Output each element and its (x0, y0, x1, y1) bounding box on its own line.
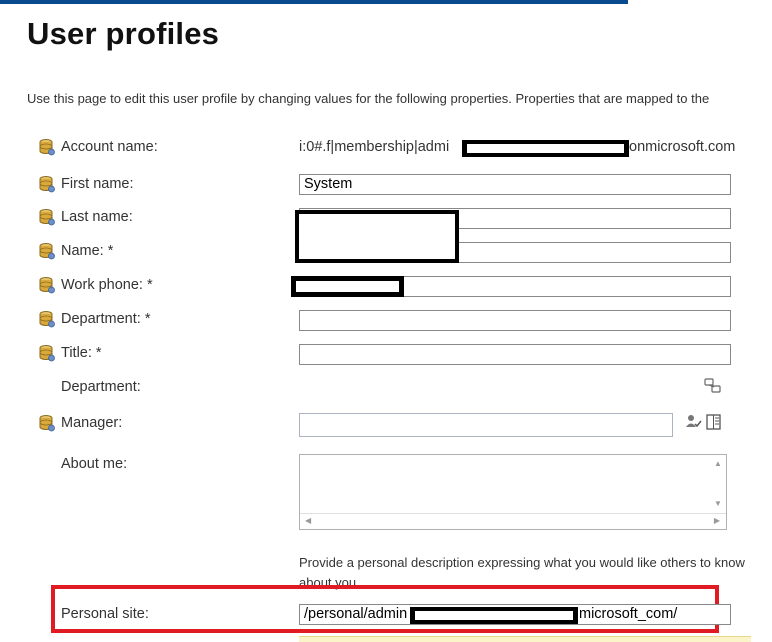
database-icon (38, 138, 56, 156)
department-required-label: Department: * (61, 311, 151, 327)
department-required-input[interactable] (299, 310, 731, 331)
about-me-hint: Provide a personal description expressing what you would like others to know about you. (299, 555, 745, 590)
page-title: User profiles (27, 16, 220, 51)
scroll-right-icon[interactable]: ▶ (713, 516, 720, 525)
status-strip (299, 636, 751, 642)
about-me-label: About me: (61, 456, 128, 472)
title-label: Title: * (61, 345, 102, 361)
redaction-inner (467, 144, 624, 153)
database-icon (38, 414, 56, 432)
horizontal-scrollbar[interactable] (300, 513, 726, 529)
check-names-icon[interactable] (684, 413, 702, 431)
last-name-label: Last name: (61, 209, 133, 225)
about-me-textarea[interactable] (299, 454, 727, 530)
first-name-label: First name: (61, 176, 134, 192)
database-icon (38, 310, 56, 328)
personal-site-value-suffix: microsoft_com/ (579, 606, 678, 622)
database-icon (38, 276, 56, 294)
personal-site-value-prefix: /personal/admin (304, 606, 408, 622)
first-name-input[interactable]: System (299, 174, 731, 195)
manager-label: Manager: (61, 415, 123, 431)
account-name-label: Account name: (61, 139, 158, 155)
account-name-value-prefix: i:0#.f|membership|admi (299, 139, 450, 155)
redaction-inner (415, 611, 573, 620)
vertical-scrollbar[interactable] (709, 455, 726, 515)
account-name-value-suffix: onmicrosoft.com (629, 139, 736, 155)
database-icon (38, 175, 56, 193)
page-intro: Use this page to edit this user profile by changing values for the following properties. Properties that are mapped to the (27, 91, 710, 106)
manager-input[interactable] (299, 413, 673, 437)
redaction-inner (296, 281, 399, 292)
name-label: Name: * (61, 243, 114, 259)
work-phone-label: Work phone: * (61, 277, 153, 293)
database-icon (38, 208, 56, 226)
scroll-left-icon[interactable]: ◀ (305, 516, 312, 525)
personal-site-label: Personal site: (61, 606, 149, 622)
top-accent-bar (0, 0, 628, 4)
title-input[interactable] (299, 344, 731, 365)
edit-mapping-icon[interactable] (704, 378, 722, 394)
address-book-icon[interactable] (705, 413, 723, 431)
scroll-down-icon[interactable]: ▼ (714, 499, 722, 508)
database-icon (38, 344, 56, 362)
redaction-box (295, 210, 459, 263)
scroll-up-icon[interactable]: ▲ (714, 459, 722, 468)
department-label: Department: (61, 379, 141, 395)
database-icon (38, 242, 56, 260)
